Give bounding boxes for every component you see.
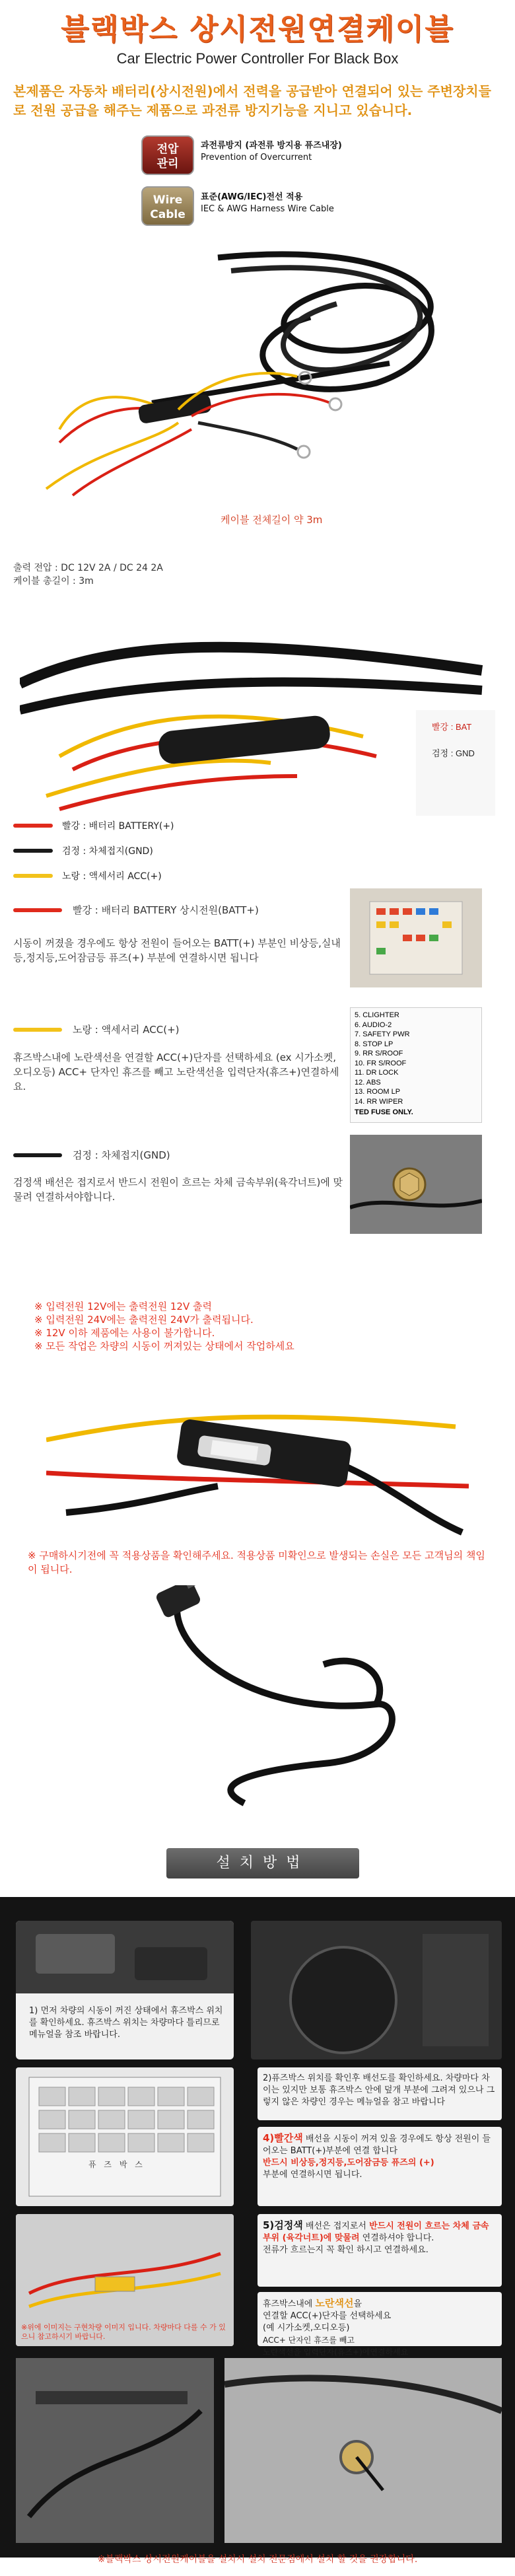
red-wire-icon (13, 908, 62, 912)
step3-block (258, 2127, 502, 2206)
feature-wire (201, 192, 334, 215)
legend-black-label: 검정 : 차체접지(GND) (62, 846, 153, 857)
note-item: ※ 모든 작업은 차량의 시동이 꺼져있는 상태에서 작업하세요 (34, 1340, 294, 1352)
ground-bolt-illustration (350, 1135, 482, 1234)
step3-title: 4)빨간색 (263, 2132, 303, 2144)
fuse-row: 11. DR LOCK (355, 1069, 399, 1077)
fuse-row: 8. STOP LP (355, 1040, 394, 1048)
fuse-chart-label (350, 1007, 482, 1123)
wire-badge (141, 186, 194, 226)
photo-note: ※위에 이미지는 구현차량 이미지 입니다. 차량마다 다를 수 가 있으니 참고하시기 바랍니다. (21, 2323, 226, 2341)
fuse-row: 14. RR WIPER (355, 1097, 403, 1106)
purchase-warning: ※ 구매하시기전에 꼭 적용상품을 확인해주세요. 적용상품 미확인으로 발생되는 손실은 모든 고객님의 책임이 됩니다. (28, 1550, 485, 1575)
section-yellow-text: 휴즈박스내에 노란색선을 연결할 ACC(+)단자를 선택하세요 (ex 시가소켓,오디오등) ACC+ 단자인 휴즈를 빼고 노란색선을 입력단자(휴즈+)연결하세요. (13, 1052, 339, 1092)
product-photo-cable-coil (20, 231, 495, 509)
note-item: ※ 입력전원 12V에는 출력전원 12V 출력 (34, 1301, 212, 1312)
step4-text-c: 연결하셔야 합니다. (362, 2233, 434, 2243)
step3-text-b: 반드시 비상등,정지등,도어잠금등 퓨즈의 (+) (263, 2158, 434, 2168)
fuse-row: 7. SAFETY PWR (355, 1030, 410, 1038)
section-red-header (13, 903, 259, 917)
step4-text: 배선은 접지로서 (305, 2221, 366, 2231)
step5-text-c: ACC+ 단자인 휴즈를 빼고 (263, 2336, 355, 2345)
step5-pre: 휴즈박스내에 (263, 2299, 313, 2309)
fuse-box-illustration (16, 2067, 234, 2206)
spec-length: 케이블 총길이 : 3m (13, 576, 94, 587)
fuse-row: 6. AUDIO-2 (355, 1020, 392, 1029)
legend-red-label: 빨강 : 배터리 BATTERY(+) (62, 821, 174, 832)
fuse-row: 5. CLIGHTER (355, 1011, 399, 1019)
page-subtitle: Car Electric Power Controller For Black Box (116, 50, 399, 67)
ground-install-photo (16, 2214, 234, 2346)
footer-note: ※블랙박스 상시전원케이블을 설치시 설치 전문점에서 설치 할 것을 권장합니다. (97, 2554, 418, 2565)
fuse-box-diagram (16, 2067, 234, 2206)
feature-overcurrent (201, 140, 342, 164)
step1-dashboard-photo (251, 1921, 502, 2059)
fuse-panel-illustration (350, 888, 482, 987)
svg-text:빨강 : BAT: 빨강 : BAT (432, 722, 472, 732)
section-black-text: 검정색 배선은 접지로서 반드시 전원이 흐르는 차체 금속부위(육각너트)에 맞물려 연결하셔야합니다. (13, 1176, 343, 1203)
bottom-right-illustration (224, 2358, 502, 2543)
product-photo-wiring-closeup (20, 598, 508, 822)
dashboard-illustration (251, 1921, 502, 2059)
step3-text: 배선을 시동이 꺼져 있을 경우에도 항상 전원이 들어오는 BATT(+)부분에 연결 합니다 (263, 2134, 491, 2156)
svg-text:검정 : GND: 검정 : GND (432, 748, 475, 758)
wire-legend (13, 819, 174, 882)
voltage-badge (141, 135, 194, 175)
step5-text-d: 노란색선을 입력단자(휴즈+)에연결하세요 (263, 2347, 409, 2357)
step1-panel (16, 1921, 234, 2059)
step3-text-c: 부분에 연결하시면 됩니다. (263, 2170, 362, 2180)
ground-bolt-photo (350, 1135, 482, 1234)
legend-yellow (13, 869, 174, 882)
step5-text-b: (예 시가소켓,오디오등) (263, 2323, 350, 2333)
step1-text: 1) 먼저 차량의 시동이 꺼진 상태에서 휴즈박스 위치를 확인하세요. 휴즈박스 위치는 차량마다 틀리므로 메뉴얼을 참조 바랍니다. (29, 2006, 223, 2040)
legend-black (13, 844, 174, 857)
section-red-title: 빨강 : 배터리 BATTERY 상시전원(BATT+) (73, 904, 259, 916)
fuse-chart-footer: TED FUSE ONLY. (355, 1108, 413, 1116)
notes-list (34, 1300, 294, 1353)
fuse-panel-photo (350, 888, 482, 987)
fuse-row: 10. FR S/ROOF (355, 1059, 407, 1067)
step5-post: 을 (353, 2299, 362, 2309)
feature-overcurrent-ko: 과전류방지 (과전류 방지용 퓨즈내장) (201, 141, 342, 151)
legend-red (13, 819, 174, 832)
install-section-header: 설치방법 (166, 1848, 359, 1878)
yellow-wire-icon (13, 1028, 62, 1032)
fuse-row: 9. RR S/ROOF (355, 1050, 403, 1057)
section-yellow-title: 노랑 : 액세서리 ACC(+) (73, 1024, 180, 1036)
legend-yellow-label: 노랑 : 액세서리 ACC(+) (62, 871, 162, 882)
step4-block (258, 2214, 502, 2287)
feature-wire-ko: 표준(AWG/IEC)전선 적용 (201, 192, 303, 202)
step5-title: 노란색선 (315, 2297, 354, 2309)
step4-title: 5)검정색 (263, 2219, 303, 2231)
page-title: 블랙박스 상시전원연결케이블 (61, 13, 454, 46)
bottom-photo-right (224, 2358, 502, 2543)
section-red-text: 시동이 꺼졌을 경우에도 항상 전원이 들어오는 BATT(+) 부분인 비상등,실내등,정지등,도어잠금등 퓨즈(+) 부분에 연결하시면 됩니다 (13, 937, 341, 964)
step4-text-b: 반드시 전원이 흐르는 차체 금속 부위 (육각너트)에 맞물려 (263, 2221, 489, 2243)
bottom-left-illustration (16, 2358, 214, 2543)
cable-length-caption: 케이블 전체길이 약 3m (221, 514, 323, 526)
step5-text-a: 연결할 ACC(+)단자를 선택하세요 (263, 2311, 392, 2321)
black-wire-icon (13, 849, 53, 853)
product-photo-dc-plug (125, 1585, 403, 1810)
yellow-wire-icon (13, 874, 53, 878)
spec-block (13, 561, 163, 588)
step1-car-interior-photo (16, 1921, 234, 1993)
section-black-header (13, 1148, 170, 1163)
black-wire-icon (13, 1153, 62, 1157)
feature-wire-en: IEC & AWG Harness Wire Cable (201, 204, 334, 214)
note-item: ※ 입력전원 24V에는 출력전원 24V가 출력됩니다. (34, 1314, 254, 1326)
red-wire-icon (13, 824, 53, 828)
voltage-badge-label: 전압 관리 (156, 143, 179, 170)
intro-text: 본제품은 자동차 배터리(상시전원)에서 전력을 공급받아 연결되어 있는 주변장치들로 전원 공급을 해주는 제품으로 과전류 방지기능을 지니고 있습니다. (13, 83, 491, 118)
fuse-row: 13. ROOM LP (355, 1088, 401, 1096)
step2-text: 2)퓨즈박스 위치를 확인후 배선도를 확인하세요. 차량마다 차이는 있지만 보통 휴즈박스 안에 덮개 부분에 그려져 있으나 그렇지 않은 차량인 경우는 메뉴얼을 참고 바랍니다 (258, 2067, 502, 2120)
section-yellow-header (13, 1022, 180, 1037)
step4-text-d: 전류가 흐르는지 꼭 확인 하시고 연결하세요. (263, 2245, 429, 2255)
bottom-photo-left (16, 2358, 214, 2543)
spec-voltage: 출력 전압 : DC 12V 2A / DC 24 2A (13, 563, 163, 573)
wire-badge-label: Wire Cable (150, 194, 186, 221)
fuse-row: 12. ABS (355, 1078, 381, 1087)
note-item: ※ 12V 이하 제품에는 사용이 불가합니다. (34, 1327, 215, 1339)
feature-overcurrent-en: Prevention of Overcurrent (201, 153, 312, 162)
section-black-title: 검정 : 차체접지(GND) (73, 1149, 170, 1161)
step5-block (258, 2292, 502, 2357)
product-photo-fuse-holder (46, 1380, 469, 1539)
fuse-box-label: 퓨 즈 박 스 (88, 2160, 145, 2169)
